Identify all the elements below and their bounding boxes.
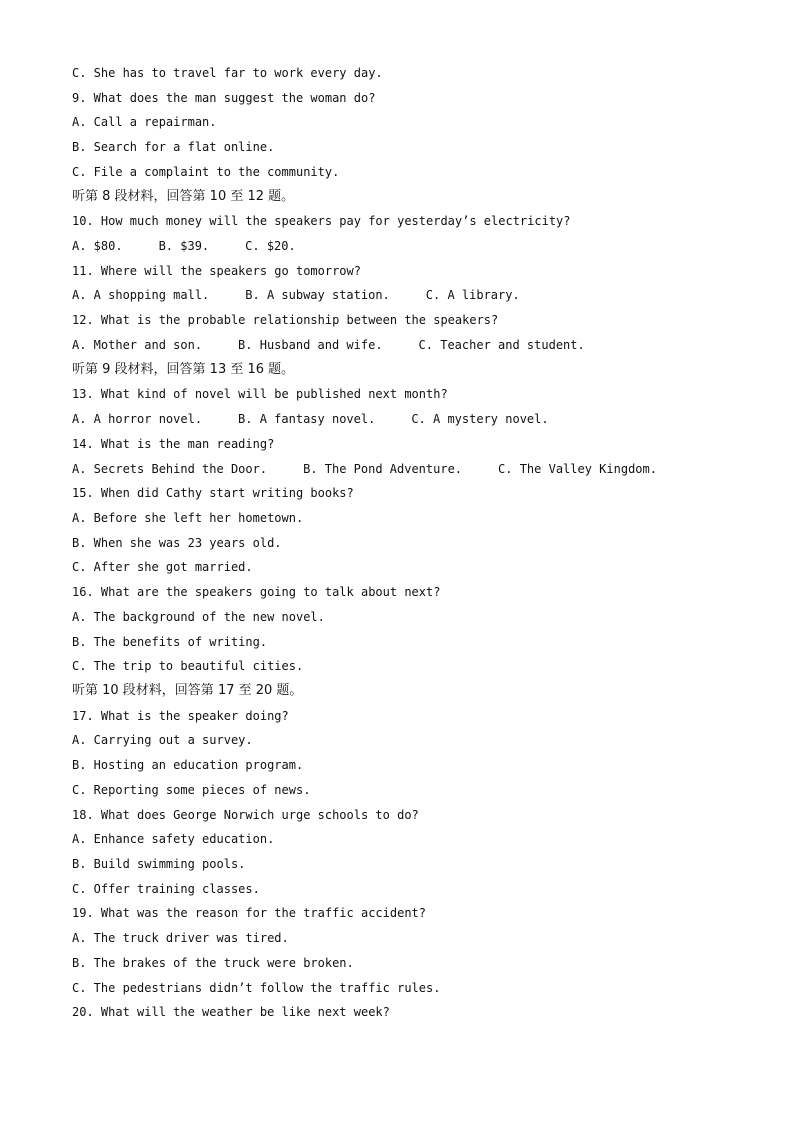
answer-option: C. The Valley Kingdom. bbox=[498, 461, 657, 476]
answer-option: A. Mother and son. bbox=[72, 337, 203, 352]
answer-option: B. $39. bbox=[158, 239, 210, 254]
question-line: A. Call a repairman. bbox=[72, 115, 217, 130]
answer-option: C. A library. bbox=[425, 288, 520, 303]
question-line: B. When she was 23 years old. bbox=[72, 535, 282, 550]
section-heading: 听第 8 段材料，回答第 10 至 12 题。 bbox=[72, 188, 295, 204]
answer-options-row bbox=[72, 409, 762, 434]
section-heading: 听第 9 段材料，回答第 13 至 16 题。 bbox=[72, 361, 295, 377]
question-line: 9. What does the man suggest the woman do? bbox=[72, 90, 376, 105]
answer-option: C. A mystery novel. bbox=[411, 412, 549, 427]
question-line: 13. What kind of novel will be published next month? bbox=[72, 387, 448, 402]
question-line: 12. What is the probable relationship between the speakers? bbox=[72, 313, 499, 328]
question-line: C. She has to travel far to work every day. bbox=[72, 66, 383, 80]
question-line: B. Search for a flat online. bbox=[72, 140, 275, 155]
question-line: 19. What was the reason for the traffic accident? bbox=[72, 906, 427, 921]
answer-option: A. Secrets Behind the Door. bbox=[72, 461, 268, 476]
question-line: B. The benefits of writing. bbox=[72, 634, 268, 649]
question-line: B. Build swimming pools. bbox=[72, 857, 246, 871]
question-line: B. The brakes of the truck were broken. bbox=[72, 955, 354, 970]
exam-page bbox=[72, 63, 762, 1027]
question-line: 14. What is the man reading? bbox=[72, 436, 275, 451]
question-line: 15. When did Cathy start writing books? bbox=[72, 486, 354, 501]
question-line: C. Offer training classes. bbox=[72, 881, 260, 896]
answer-option: B. The Pond Adventure. bbox=[303, 461, 463, 476]
question-line: A. Enhance safety education. bbox=[72, 832, 275, 847]
answer-option: A. A shopping mall. bbox=[72, 288, 210, 303]
question-line: C. File a complaint to the community. bbox=[72, 164, 340, 179]
question-line: C. Reporting some pieces of news. bbox=[72, 782, 311, 797]
question-line: 17. What is the speaker doing? bbox=[72, 708, 289, 723]
question-line: 10. How much money will the speakers pay for yesterday’s electricity? bbox=[72, 214, 571, 229]
question-line: A. Carrying out a survey. bbox=[72, 733, 253, 748]
answer-option: B. A fantasy novel. bbox=[238, 412, 376, 427]
question-line: C. The trip to beautiful cities. bbox=[72, 659, 304, 674]
answer-options-row bbox=[72, 285, 762, 310]
question-line: C. The pedestrians didn’t follow the traffic rules. bbox=[72, 980, 441, 995]
question-line: A. The truck driver was tired. bbox=[72, 931, 289, 946]
question-line: B. Hosting an education program. bbox=[72, 758, 304, 773]
answer-option: C. Teacher and student. bbox=[418, 337, 585, 352]
question-line: A. Before she left her hometown. bbox=[72, 510, 304, 525]
answer-options-row bbox=[72, 236, 762, 261]
answer-options-row bbox=[72, 459, 762, 484]
question-line: 16. What are the speakers going to talk about next? bbox=[72, 585, 441, 600]
question-line: A. The background of the new novel. bbox=[72, 609, 325, 624]
question-line: 18. What does George Norwich urge schools to do? bbox=[72, 807, 419, 822]
answer-option: B. Husband and wife. bbox=[238, 337, 383, 352]
answer-options-row bbox=[72, 335, 762, 360]
answer-option: B. A subway station. bbox=[245, 288, 390, 303]
question-line: C. After she got married. bbox=[72, 560, 253, 575]
answer-option: A. $80. bbox=[72, 239, 123, 254]
answer-option: C. $20. bbox=[245, 239, 296, 254]
question-line: 11. Where will the speakers go tomorrow? bbox=[72, 263, 361, 278]
answer-option: A. A horror novel. bbox=[72, 412, 203, 427]
question-line: 20. What will the weather be like next week? bbox=[72, 1005, 390, 1020]
section-heading: 听第 10 段材料，回答第 17 至 20 题。 bbox=[72, 682, 303, 698]
